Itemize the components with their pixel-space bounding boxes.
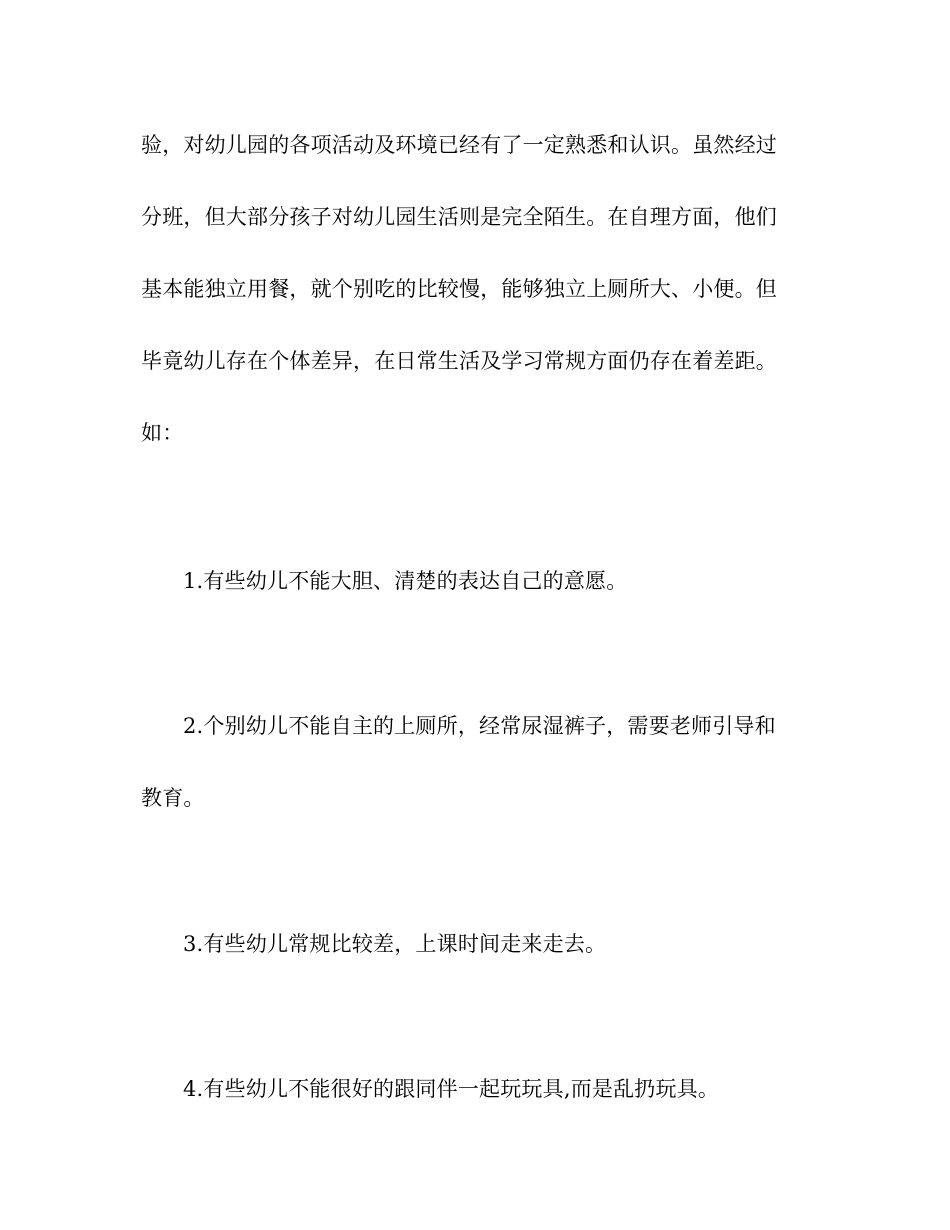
list-item-3: 3.有些幼儿常规比较差，上课时间走来走去。 bbox=[183, 932, 607, 956]
paragraph-line: 分班，但大部分孩子对幼儿园生活则是完全陌生。在自理方面，他们 bbox=[141, 205, 777, 229]
list-item-1: 1.有些幼儿不能大胆、清楚的表达自己的意愿。 bbox=[183, 569, 628, 593]
paragraph-line: 验，对幼儿园的各项活动及环境已经有了一定熟悉和认识。虽然经过 bbox=[141, 133, 777, 157]
list-item-2-continuation: 教育。 bbox=[141, 786, 205, 810]
paragraph-line: 基本能独立用餐，就个别吃的比较慢，能够独立上厕所大、小便。但 bbox=[141, 277, 777, 301]
list-item-2: 2.个别幼儿不能自主的上厕所，经常尿湿裤子，需要老师引导和 bbox=[183, 714, 776, 738]
list-item-4: 4.有些幼儿不能很好的跟同伴一起玩玩具,而是乱扔玩具。 bbox=[183, 1077, 720, 1101]
paragraph-line: 毕竟幼儿存在个体差异，在日常生活及学习常规方面仍存在着差距。 bbox=[141, 349, 777, 373]
paragraph-line: 如： bbox=[141, 421, 184, 445]
